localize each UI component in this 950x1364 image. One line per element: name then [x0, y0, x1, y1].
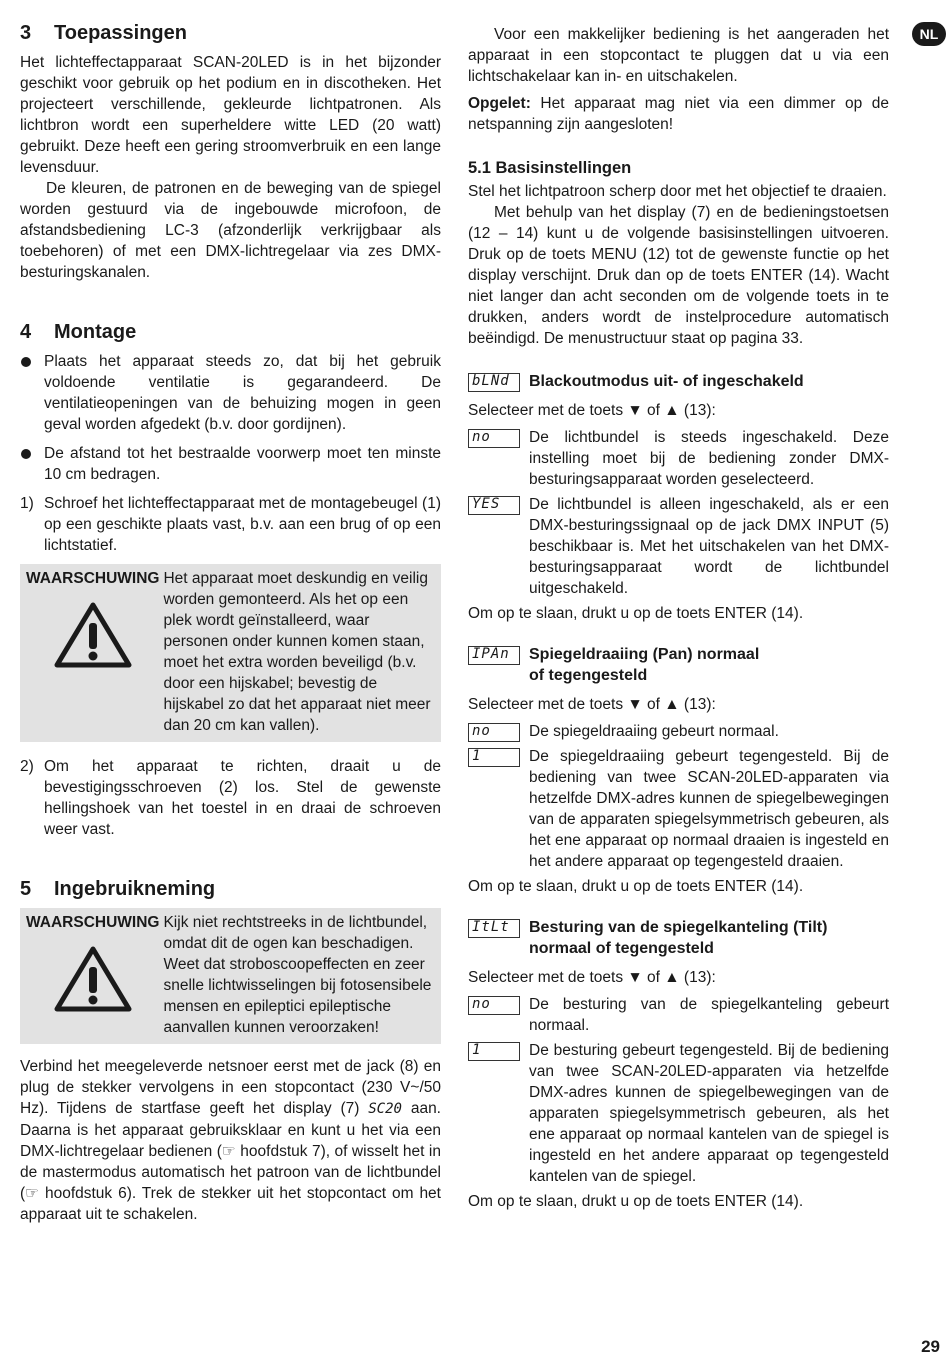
- section-5-heading: 5 Ingebruikneming: [20, 878, 216, 900]
- display-code-box: IPAn: [468, 646, 520, 665]
- list-item: YES De lichtbundel is alleen ingeschakeld, als er een DMX-besturingssignaal op de jack DMX INPUT (5) beschikbaar is. Met het uitschakelen van het DMX-besturingsapparaat wordt de lichtbundel uitgeschakeld.: [468, 494, 889, 599]
- warning-triangle-icon: [54, 601, 132, 669]
- section-3-heading: 3 Toepassingen: [20, 22, 187, 44]
- list-item: De afstand tot het bestraalde voorwerp moet ten minste 10 cm bedragen.: [20, 443, 441, 485]
- warning-label: WAARSCHUWING: [26, 570, 160, 587]
- display-code-box: 1: [468, 748, 520, 767]
- setting-blackout-heading: bLNd Blackoutmodus uit- of ingeschakeld: [468, 371, 889, 392]
- warning-text: Het apparaat moet deskundig en veilig worden gemonteerd. Als het op een plek wordt geïnstalleerd, waar personen onder kunnen komen staan, moet het extra worden beveiligd (b.v. door een hijskabel; bevestig de hijskabel zo dat het apparaat niet meer dan 20 cm kan vallen).: [163, 570, 431, 734]
- save-instruction: Om op te slaan, drukt u op de toets ENTER (14).: [468, 1193, 804, 1210]
- list-item: 2) Om het apparaat te richten, draait u de bevestigingsschroeven (2) los. Stel de gewenste hellingshoek van het toestel in en draai de schroeven weer vast.: [20, 758, 441, 838]
- list-item: 1 De besturing gebeurt tegengesteld. Bij de bediening van twee SCAN-20LED-apparaten via hetzelfde DMX-adres kunnen de spiegelbewegingen van de apparaten spiegelsymmetrisch gebeuren, als het ene apparaat op normaal kantelen van de spiegel is ingesteld en het andere apparaat op tegengesteld kantelen van de spiegel.: [468, 1040, 889, 1187]
- section-5-1-paragraph-1: Stel het lichtpatroon scherp door met het objectief te draaien.: [468, 183, 887, 200]
- display-code-box: YES: [468, 496, 520, 515]
- section-5-1-paragraph-2: Met behulp van het display (7) en de bedieningstoetsen (12 – 14) kunt u de volgende basisinstellingen uitvoeren. Druk op de toets MENU (12) tot de gewenste functie op het display verschijnt. Druk dan op de toets ENTER (14). Wacht niet langer dan acht seconden om de volgende toets in te drukken, anders wordt de instelprocedure automatisch beëindigd. De menustructuur staat op pagina 33.: [468, 204, 889, 347]
- list-item: no De lichtbundel is steeds ingeschakeld. Deze instelling moet bij de bediening zonder DMX-besturingsapparaat worden geselecteerd.: [468, 427, 889, 490]
- display-code-sc20: SC20: [368, 1101, 402, 1117]
- display-code-box: bLNd: [468, 373, 520, 392]
- warning-label: WAARSCHUWING: [26, 914, 160, 931]
- select-instruction: Selecteer met de toets ▼ of ▲ (13):: [468, 969, 716, 986]
- select-instruction: Selecteer met de toets ▼ of ▲ (13):: [468, 696, 716, 713]
- caution-label: Opgelet:: [468, 95, 531, 112]
- section-5-1-heading: 5.1 Basisinstellingen: [468, 159, 632, 177]
- list-item: no De spiegeldraaiing gebeurt normaal.: [468, 721, 889, 742]
- montage-step-2: [20, 756, 441, 840]
- save-instruction: Om op te slaan, drukt u op de toets ENTER (14).: [468, 605, 804, 622]
- display-code-box: ItLt: [468, 919, 520, 938]
- list-item: 1) Schroef het lichteffectapparaat met de montagebeugel (1) op een geschikte plaats vast, b.v. aan een brug of op een lichtstatief.: [20, 495, 441, 554]
- section-5-paragraph-1: Verbind het meegeleverde netsnoer eerst met de jack (8) en plug de stekker vervolgens in een stopcontact (230 V~/50 Hz). Tijdens de startfase geeft het display (7) SC20 aan. Daarna is het apparaat gebruiksklaar en kunt u het via een DMX-lichtregelaar bedienen (☞ hoofdstuk 7), of wisselt het in de mastermodus automatisch het patroon van de lichtbundel (☞ hoofdstuk 6). Trek de stekker uit het stopcontact om het apparaat uit te schakelen.: [20, 1058, 441, 1223]
- display-code-box: 1: [468, 1042, 520, 1061]
- display-code-box: no: [468, 723, 520, 742]
- bullet-icon: [21, 449, 31, 459]
- montage-warning-box: [20, 564, 441, 742]
- montage-bullet-list: [20, 351, 441, 485]
- language-badge: NL: [912, 22, 946, 46]
- caution-paragraph: Opgelet: Het apparaat mag niet via een dimmer op de netspanning zijn aangesloten!: [468, 95, 889, 133]
- section-3-paragraph-1: Het lichteffectapparaat SCAN-20LED is in het bijzonder geschikt voor gebruik op het podium en in discotheken. Het projecteert verschillende, gekleurde lichtpatronen. Als lichtbron wordt een superheldere witte LED (20 watt) gebruikt. Deze heeft een gering stroomverbruik en een lange levensduur.: [20, 54, 441, 176]
- startup-warning-box: [20, 908, 441, 1044]
- warning-text-1: Kijk niet rechtstreeks in de lichtbundel, omdat dit de ogen kan beschadigen.: [163, 914, 428, 952]
- section-5-paragraph-2: Voor een makkelijker bediening is het aangeraden het apparaat in een stopcontact te pluggen dat u via een lichtschakelaar kan in- en uitschakelen.: [468, 26, 889, 85]
- warning-text-2: Weet dat stroboscoopeffecten en zeer snelle lichtwisselingen bij fotosensibele mensen en epileptici epileptische aanvallen kunnen veroorzaken!: [163, 956, 432, 1036]
- select-instruction: Selecteer met de toets ▼ of ▲ (13):: [468, 402, 716, 419]
- setting-pan-heading: IPAn Spiegeldraaiing (Pan) normaal of tegengesteld: [468, 644, 889, 686]
- bullet-icon: [21, 357, 31, 367]
- display-code-box: no: [468, 996, 520, 1015]
- display-code-box: no: [468, 429, 520, 448]
- left-column: [20, 20, 441, 1225]
- save-instruction: Om op te slaan, drukt u op de toets ENTER (14).: [468, 878, 804, 895]
- page-number: 29: [921, 1337, 940, 1356]
- warning-triangle-icon: [54, 945, 132, 1013]
- section-4-heading: 4 Montage: [20, 321, 137, 343]
- montage-step-1: [20, 493, 441, 556]
- list-item: Plaats het apparaat steeds zo, dat bij het gebruik voldoende ventilatie is gegarandeerd. De ventilatieopeningen van de behuizing mogen in geen geval worden afgedekt (b.v. door gordijnen).: [20, 351, 441, 435]
- list-item: no De besturing van de spiegelkanteling gebeurt normaal.: [468, 994, 889, 1036]
- list-item: 1 De spiegeldraaiing gebeurt tegengesteld. Bij de bediening van twee SCAN-20LED-apparaten via hetzelfde DMX-adres kunnen de spiegelbewegingen van de apparaten spiegelsymmetrisch gebeuren, als het ene apparaat op normaal draaien is ingesteld en het andere apparaat op tegengesteld draaien.: [468, 746, 889, 872]
- right-column: [468, 24, 889, 1212]
- section-3-paragraph-2: De kleuren, de patronen en de beweging van de spiegel worden gestuurd via de ingebouwde microfoon, de afstandsbediening LC-3 (afzonderlijk verkrijgbaar als toebehoren) of met een DMX-lichtregelaar via zes DMX-besturingskanalen.: [20, 180, 441, 281]
- setting-tilt-heading: ItLt Besturing van de spiegelkanteling (Tilt) normaal of tegengesteld: [468, 917, 889, 959]
